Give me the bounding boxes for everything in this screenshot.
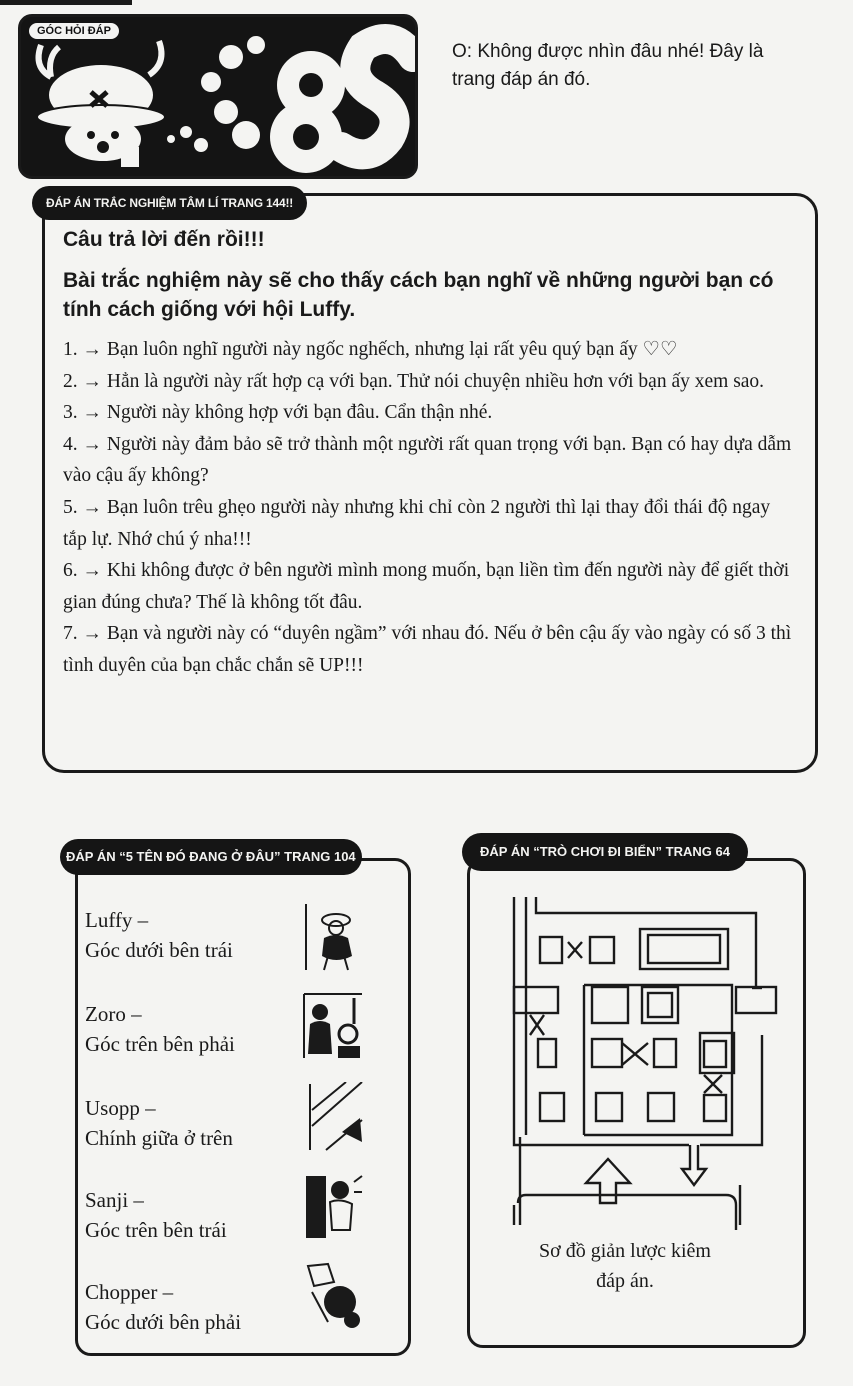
quiz-description: Bài trắc nghiệm này sẽ cho thấy cách bạn nghĩ về những người bạn có tính cách giống với hội Luffy. xyxy=(63,269,774,321)
zoro-thumbnail xyxy=(302,990,364,1060)
find-item-location: Chính giữa ở trên xyxy=(85,1126,233,1150)
find-item-zoro xyxy=(85,999,285,1059)
sbs-banner xyxy=(18,14,418,179)
find-item-location: Góc dưới bên trái xyxy=(85,938,233,962)
usopp-thumbnail xyxy=(302,1082,364,1152)
find-item-name: Luffy – xyxy=(85,908,149,932)
top-edge-bar xyxy=(0,0,132,5)
chopper-illustration xyxy=(21,17,418,179)
find-item-name: Chopper – xyxy=(85,1280,174,1304)
header-note: O: Không được nhìn đâu nhé! Đây là trang đáp án đó. xyxy=(452,41,764,90)
maze-diagram xyxy=(500,885,780,1230)
quiz-pill-heading: ĐÁP ÁN TRẮC NGHIỆM TÂM LÍ TRANG 144!! xyxy=(32,186,307,220)
find-item-location: Góc trên bên phải xyxy=(85,1032,235,1056)
find-pill-heading: ĐÁP ÁN “5 TÊN ĐÓ ĐANG Ở ĐÂU” TRANG 104 xyxy=(60,839,362,875)
quiz-lead: Câu trả lời đến rồi!!! xyxy=(63,228,265,251)
find-item-luffy xyxy=(85,905,285,965)
quiz-answer-2: 2. → Hẳn là người này rất hợp cạ với bạn. Thử nói chuyện nhiều hơn với bạn ấy xem sao. xyxy=(63,370,765,392)
quiz-answer-3: 3. → Người này không hợp với bạn đâu. Cẩn thận nhé. xyxy=(63,402,493,424)
maze-pill-heading: ĐÁP ÁN “TRÒ CHƠI ĐI BIỂN” TRANG 64 xyxy=(462,833,748,871)
find-item-chopper xyxy=(85,1277,285,1337)
sanji-thumbnail xyxy=(302,1172,364,1242)
find-item-sanji xyxy=(85,1185,285,1245)
quiz-answer-1: 1. → Bạn luôn nghĩ người này ngốc nghếch, nhưng lại rất yêu quý bạn ấy ♡♡ xyxy=(63,339,678,360)
find-item-location: Góc dưới bên phải xyxy=(85,1310,242,1334)
quiz-answer-6: 6. → Khi không được ở bên người mình mong muốn, bạn liền tìm đến người này để giết thời gian đúng chưa? Thế là không tốt đâu. xyxy=(63,560,790,613)
find-item-location: Góc trên bên trái xyxy=(85,1218,227,1242)
quiz-answer-4: 4. → Người này đảm bảo sẽ trở thành một người rất quan trọng với bạn. Bạn có hay dựa dẫm vào cậu ấy không? xyxy=(63,433,792,487)
maze-caption: Sơ đồ giản lược kiêm đáp án. xyxy=(539,1240,711,1292)
find-item-name: Zoro – xyxy=(85,1002,142,1026)
find-item-name: Sanji – xyxy=(85,1188,144,1212)
find-item-name: Usopp – xyxy=(85,1096,156,1120)
find-item-usopp xyxy=(85,1093,285,1153)
quiz-answer-5: 5. → Bạn luôn trêu ghẹo người này nhưng khi chỉ còn 2 người thì lại thay đổi thái độ ngay tắp lự. Nhớ chú ý nha!!! xyxy=(63,496,771,550)
luffy-thumbnail xyxy=(302,902,364,972)
chopper-thumbnail xyxy=(302,1262,364,1332)
quiz-answer-7: 7. → Bạn và người này có “duyên ngầm” với nhau đó. Nếu ở bên cậu ấy vào ngày có số 3 thì tình duyên của bạn chắc chắn sẽ UP!!! xyxy=(63,623,792,676)
banner-tab-label: GÓC HỎI ĐÁP xyxy=(29,23,119,39)
quiz-answers-list xyxy=(63,334,793,682)
